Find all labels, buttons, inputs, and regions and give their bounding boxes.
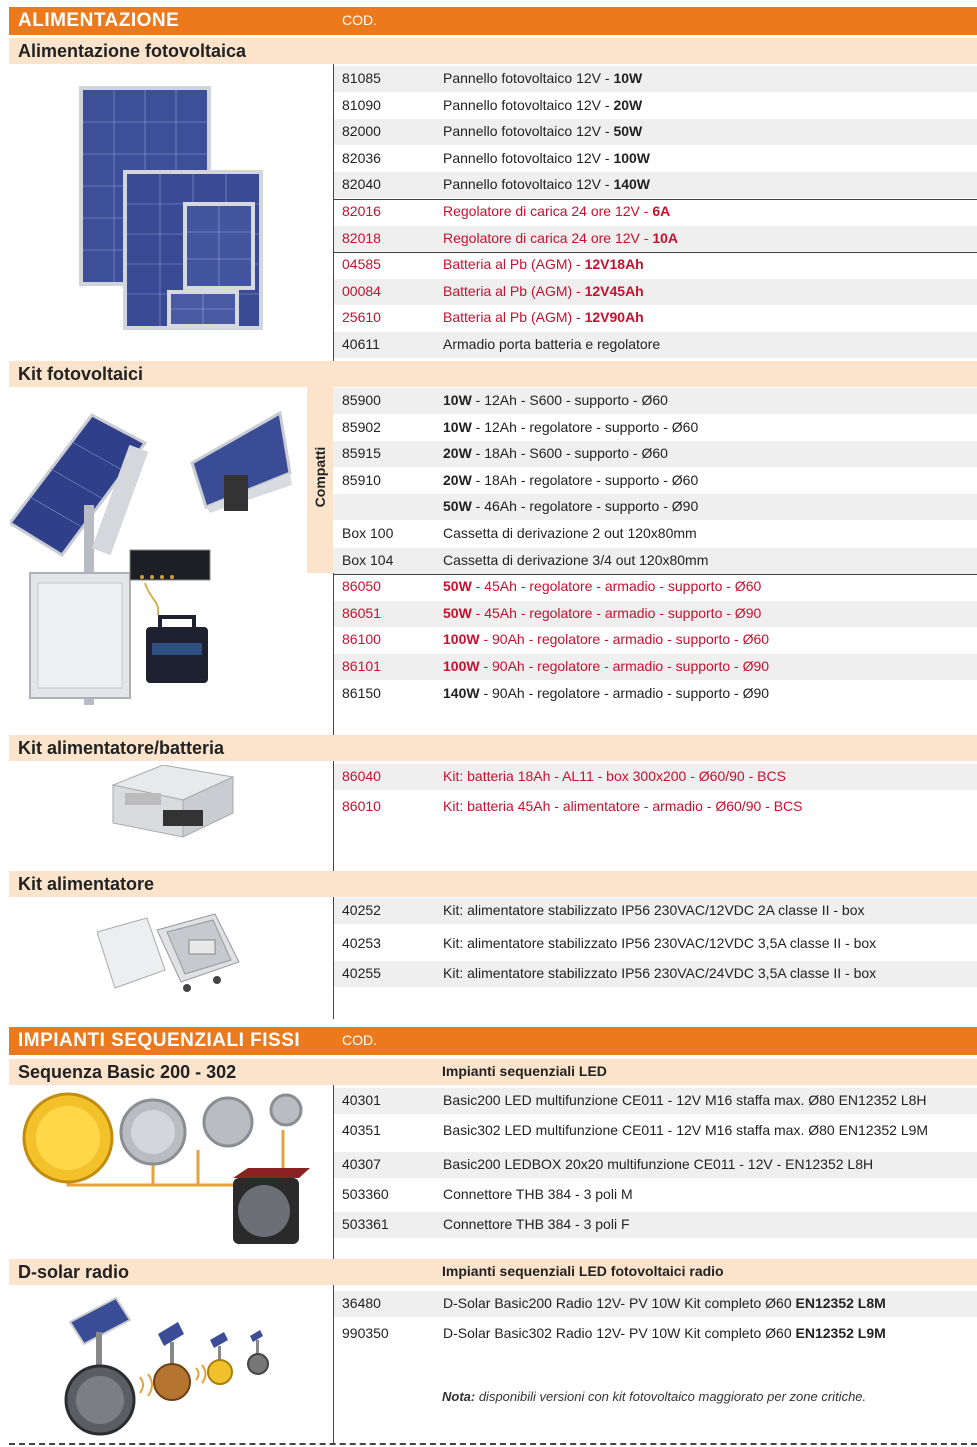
product-code: 82016 [342,203,381,219]
table-row [333,548,977,574]
table-row [333,415,977,441]
table-row [333,654,977,680]
column-divider [333,1085,334,1259]
product-code: 40611 [342,336,380,352]
description-text: Basic200 LED multifunzione CE011 - 12V M16 staffa max. Ø80 EN12352 L8H [443,1092,927,1108]
power-supply-image [97,910,247,1005]
product-description [443,150,650,166]
product-description [443,176,650,192]
product-code: 40255 [342,965,381,981]
description-text: - 90Ah - regolatore - armadio - supporto - Ø90 [479,658,770,674]
description-text: Pannello fotovoltaico 12V - [443,96,614,113]
description-text: - 45Ah - regolatore - armadio - supporto - Ø90 [471,604,762,621]
description-text: Cassetta di derivazione 2 out 120x80mm [443,525,697,541]
product-code: 86040 [342,768,381,784]
description-bold: 100W [443,658,480,674]
description-bold: 20W [443,445,472,462]
subsection-header: Impianti sequenziali LED [442,1063,607,1079]
nota-text [442,1389,866,1404]
column-divider [333,1285,334,1443]
product-description [443,1216,630,1232]
table-row [333,93,977,119]
subsection-title: Alimentazione fotovoltaica [18,41,247,61]
description-bold: 50W [443,498,472,515]
description-text: Kit: alimentatore stabilizzato IP56 230VAC/12VDC 2A classe II - box [443,902,865,918]
description-text: Pannello fotovoltaico 12V - [443,123,614,140]
product-code: 40351 [342,1122,381,1138]
product-code: 40307 [342,1156,381,1172]
section-title: IMPIANTI SEQUENZIALI FISSI [18,1030,301,1051]
table-row [333,252,977,278]
description-bold: EN12352 L9M [795,1325,886,1341]
product-description [443,1295,886,1311]
product-code: 85915 [342,445,381,462]
description-text: - 45Ah - regolatore - armadio - supporto - Ø60 [471,578,762,595]
description-text: Pannello fotovoltaico 12V - [443,70,614,86]
table-row [333,1118,977,1144]
description-text: Batteria al Pb (AGM) - [443,256,585,273]
cod-header: COD. [342,1032,377,1048]
table-row [333,898,977,924]
product-description [443,1092,927,1108]
product-description [443,70,642,86]
table-row [333,305,977,331]
product-description [443,658,769,674]
product-description [443,336,660,352]
description-text: Cassetta di derivazione 3/4 out 120x80mm [443,551,709,568]
table-row [333,574,977,600]
product-description [443,1156,873,1172]
table-row [333,172,977,198]
product-code: 81085 [342,70,381,86]
table-row [333,764,977,790]
product-description [443,552,708,568]
description-text: Regolatore di carica 24 ore 12V - [443,229,653,246]
product-code: 86150 [342,684,381,701]
compatti-label: Compatti [312,446,328,508]
description-bold: 50W [443,604,472,621]
product-description [443,97,642,113]
table-row [333,146,977,172]
description-bold: 10W [443,418,472,435]
solar-kit-image [10,405,300,705]
product-description [443,902,865,918]
table-row [333,681,977,707]
product-description [443,685,769,701]
product-code: 81090 [342,96,381,113]
description-text: - 18Ah - S600 - supporto - Ø60 [471,445,668,462]
table-row [333,961,977,987]
description-text: - 18Ah - regolatore - supporto - Ø60 [471,471,699,488]
section-title: ALIMENTAZIONE [18,10,180,31]
subsection-kit-alimentatore-batteria [9,735,977,761]
description-text: Basic200 LEDBOX 20x20 multifunzione CE011 - 12V - EN12352 L8H [443,1156,874,1172]
description-text: Regolatore di carica 24 ore 12V - [443,203,653,219]
product-description [443,256,644,272]
subsection-title: D-solar radio [18,1262,130,1282]
subsection-fotovoltaica [9,38,977,64]
product-description [443,798,803,814]
product-description [443,123,642,139]
table-row [333,279,977,305]
section-band-impianti [9,1027,977,1055]
product-code: 82018 [342,229,381,246]
table-row [333,119,977,145]
product-description [443,392,668,408]
table-row [333,468,977,494]
table-row [333,1212,977,1238]
product-code: 82000 [342,123,381,140]
column-divider [333,64,334,361]
description-text: Kit: alimentatore stabilizzato IP56 230VAC/24VDC 3,5A classe II - box [443,965,877,981]
product-code: 86101 [342,658,381,674]
product-description [443,631,769,647]
product-description [443,605,761,621]
description-bold: 12V90Ah [584,309,644,326]
description-bold: 100W [613,149,651,166]
nota-label: Nota: [442,1389,476,1404]
product-code: 40252 [342,902,381,918]
description-bold: 12V45Ah [584,282,644,299]
product-code: 503361 [342,1216,389,1232]
product-description [443,230,678,246]
product-code: Box 100 [342,525,394,541]
battery-box-image [103,765,243,840]
description-text: Kit: batteria 45Ah - alimentatore - armadio - Ø60/90 - BCS [443,798,803,814]
solar-panels-image [75,82,270,332]
cod-header: COD. [342,12,377,28]
product-code: 86100 [342,631,381,648]
table-row [333,1321,977,1347]
column-divider [333,573,334,735]
dsolar-radio-image [60,1292,280,1442]
description-bold: 140W [443,684,480,701]
subsection-header: Impianti sequenziali LED fotovoltaici radio [442,1263,724,1279]
table-row [333,66,977,92]
product-description [443,935,876,951]
product-code: 85902 [342,418,381,435]
description-text: Armadio porta batteria e regolatore [443,336,661,352]
subsection-title: Kit alimentatore/batteria [18,738,225,758]
description-bold: 50W [613,123,643,140]
subsection-dsolar [9,1259,977,1285]
table-row [333,1088,977,1114]
product-code: 36480 [342,1295,381,1311]
table-row [333,931,977,957]
description-text: Batteria al Pb (AGM) - [443,309,585,326]
product-description [443,1186,633,1202]
product-code: 04585 [342,256,381,273]
product-description [443,309,644,325]
product-code: 86050 [342,578,381,595]
description-bold: 10W [613,70,643,86]
product-description [443,283,644,299]
nota-body: disponibili versioni con kit fotovoltaico maggiorato per zone critiche. [475,1389,867,1404]
description-text: - 12Ah - S600 - supporto - Ø60 [471,392,668,408]
description-text: - 90Ah - regolatore - armadio - supporto - Ø90 [479,684,770,701]
product-description [443,525,697,541]
product-code: 00084 [342,282,381,299]
bottom-dashed-line [9,1443,977,1445]
product-description [443,498,698,514]
product-code: 85910 [342,471,381,488]
product-code: 82040 [342,176,381,193]
compatti-side-label [307,387,333,573]
product-description [443,768,786,784]
product-description [443,965,876,981]
product-description [443,445,668,461]
description-text: - 12Ah - regolatore - supporto - Ø60 [471,418,699,435]
table-row [333,1182,977,1208]
table-row [333,199,977,225]
description-text: - 46Ah - regolatore - supporto - Ø90 [471,498,699,515]
description-bold: 20W [613,96,643,113]
product-code: 503360 [342,1186,389,1202]
description-text: Basic302 LED multifunzione CE011 - 12V M16 staffa max. Ø80 EN12352 L9M [443,1122,929,1138]
description-bold: 10W [443,392,472,408]
description-bold: 50W [443,578,472,595]
subsection-title: Kit fotovoltaici [18,364,143,384]
table-row [333,388,977,414]
product-code: 40253 [342,935,381,951]
product-description [443,419,698,435]
description-text: Kit: batteria 18Ah - AL11 - box 300x200 - Ø60/90 - BCS [443,768,786,784]
led-lamps-image [18,1090,318,1250]
description-bold: 6A [652,203,671,219]
description-bold: 12V18Ah [584,256,644,273]
table-row [333,521,977,547]
product-code: 990350 [342,1325,389,1341]
subsection-title: Sequenza Basic 200 - 302 [18,1062,237,1082]
product-description [443,578,761,594]
product-code: 25610 [342,309,381,326]
subsection-sequenza-basic [9,1059,977,1085]
description-text: Batteria al Pb (AGM) - [443,282,585,299]
product-code: Box 104 [342,551,394,568]
description-bold: 140W [613,176,651,193]
subsection-title: Kit alimentatore [18,874,155,894]
table-row [333,441,977,467]
table-row [333,226,977,252]
description-text: Kit: alimentatore stabilizzato IP56 230VAC/12VDC 3,5A classe II - box [443,935,877,951]
description-text: Pannello fotovoltaico 12V - [443,176,614,193]
description-bold: 20W [443,471,472,488]
description-text: D-Solar Basic302 Radio 12V- PV 10W Kit completo Ø60 [443,1325,796,1341]
description-text: Connettore THB 384 - 3 poli F [443,1216,630,1232]
section-band-alimentazione [9,7,977,35]
product-code: 86010 [342,798,381,814]
table-row [333,627,977,653]
product-code: 82036 [342,149,381,166]
table-row [333,794,977,820]
description-text: - 90Ah - regolatore - armadio - supporto - Ø60 [479,631,770,648]
product-code: 85900 [342,392,381,408]
description-text: D-Solar Basic200 Radio 12V- PV 10W Kit completo Ø60 [443,1295,796,1311]
description-bold: EN12352 L8M [795,1295,886,1311]
description-bold: 10A [652,229,679,246]
product-code: 40301 [342,1092,381,1108]
product-description [443,472,698,488]
table-row [333,494,977,520]
description-bold: 100W [443,631,480,648]
product-description [443,1122,928,1138]
subsection-kit-alimentatore [9,871,977,897]
table-row [333,1152,977,1178]
product-code: 86051 [342,604,381,621]
subsection-kit-fotovoltaici [9,361,977,387]
table-row [333,601,977,627]
product-description [443,203,670,219]
column-divider [333,897,334,1019]
description-text: Connettore THB 384 - 3 poli M [443,1186,633,1202]
description-text: Pannello fotovoltaico 12V - [443,149,614,166]
table-row [333,1291,977,1317]
table-row [333,332,977,358]
product-description [443,1325,886,1341]
column-divider [333,761,334,871]
